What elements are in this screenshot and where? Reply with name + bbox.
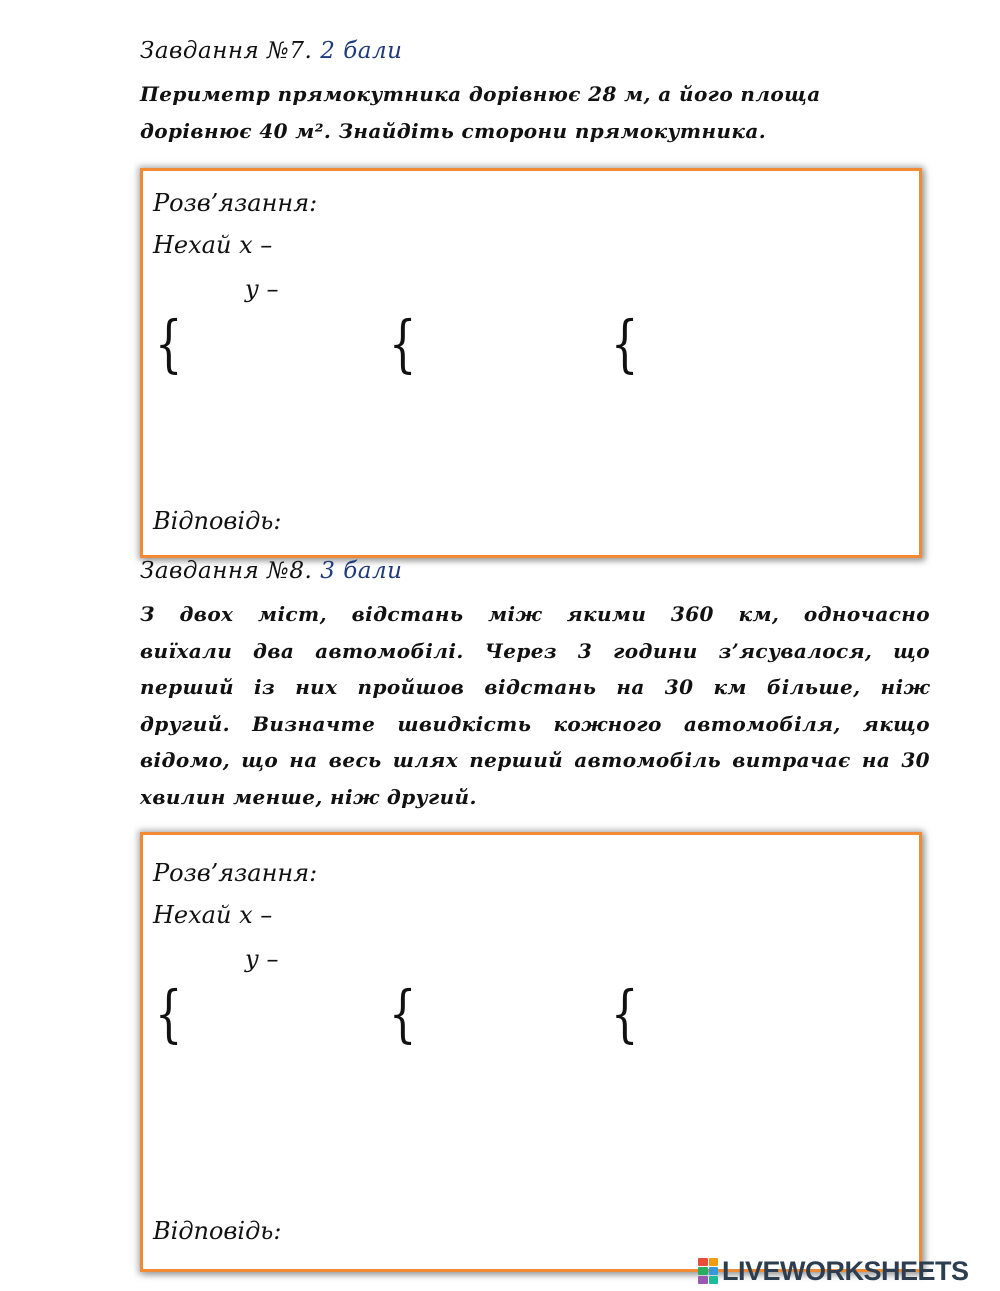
task7-answer-box[interactable]	[140, 168, 922, 558]
task8-text	[140, 596, 930, 815]
task8-text-line: З двох міст, відстань між якими 360 км, одночасно	[140, 602, 930, 626]
task8-answer-box[interactable]	[140, 832, 922, 1272]
task8-text-line: другий. Визначте швидкість кожного автомобіля, якщо	[140, 711, 930, 736]
logo-cell	[709, 1258, 719, 1266]
task8-text-line: перший із них пройшов відстань на 30 км більше, ніж	[140, 675, 930, 699]
task7-text-line: Периметр прямокутника дорівнює 28 м, а його площа	[140, 82, 821, 106]
let-x-label: Нехай х –	[153, 231, 273, 259]
system-brace: {	[610, 977, 639, 1050]
system-brace: {	[388, 977, 417, 1050]
logo-cell	[698, 1276, 708, 1284]
brand-text: LIVEWORKSHEETS	[722, 1255, 969, 1286]
task8-title-text: Завдання №8.	[140, 558, 313, 584]
logo-cell	[698, 1267, 708, 1275]
logo-cell	[698, 1258, 708, 1266]
system-brace: {	[610, 307, 639, 380]
task8-text-line: хвилин менше, ніж другий.	[140, 784, 477, 809]
solution-label: Розв’язання:	[153, 859, 318, 887]
system-brace: {	[154, 977, 183, 1050]
task8-points: 3 бали	[320, 558, 403, 584]
solution-label: Розв’язання:	[153, 189, 318, 217]
task8-text-line: виїхали два автомобілі. Через 3 години з’ясувалося, що	[140, 638, 930, 663]
logo-cell	[709, 1267, 719, 1275]
task8-title	[140, 558, 402, 584]
let-y-label: у –	[245, 275, 279, 303]
task7-title-text: Завдання №7.	[140, 38, 313, 64]
task7-title	[140, 38, 402, 64]
let-y-label: у –	[245, 945, 279, 973]
logo-cell	[709, 1276, 719, 1284]
task7-text	[140, 76, 930, 149]
answer-label: Відповідь:	[153, 1217, 282, 1245]
task7-text-line: дорівнює 40 м². Знайдіть сторони прямокутника.	[140, 118, 767, 143]
liveworksheets-logo-icon	[698, 1258, 718, 1284]
task8-text-line: відомо, що на весь шлях перший автомобіль витрачає на 30	[140, 748, 930, 772]
task7-points: 2 бали	[320, 38, 403, 64]
system-brace: {	[154, 307, 183, 380]
system-brace: {	[388, 307, 417, 380]
answer-label: Відповідь:	[153, 507, 282, 535]
liveworksheets-brand	[698, 1256, 969, 1286]
let-x-label: Нехай х –	[153, 901, 273, 929]
